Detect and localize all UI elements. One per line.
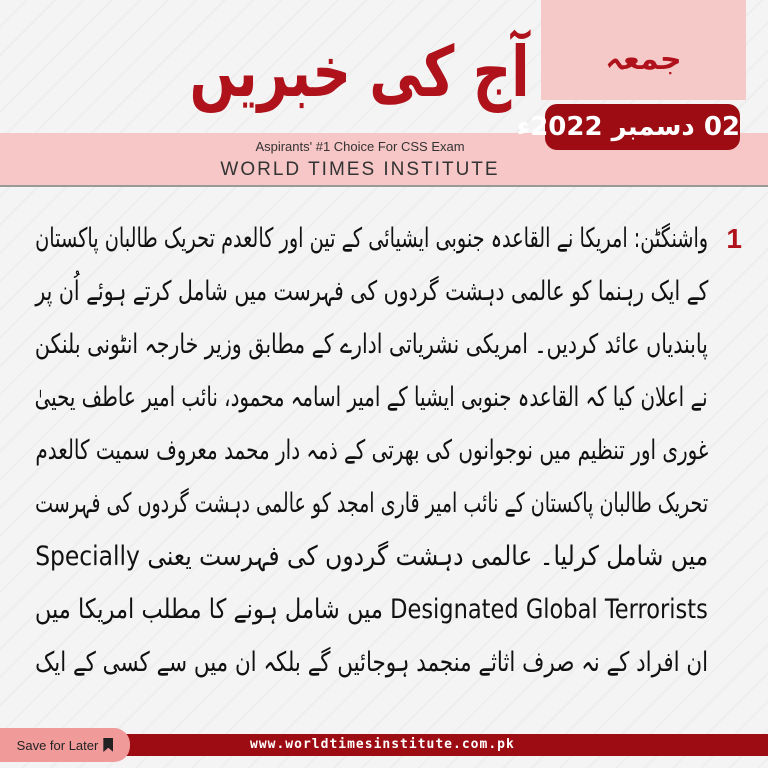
article-line-text: پابندیاں عائد کردیں۔ امریکی نشریاتی ادارے کے مطابق وزیر خارجہ انٹونی بلنکن	[35, 329, 708, 360]
article-line	[35, 636, 708, 689]
save-label: Save for Later	[16, 737, 99, 753]
article-line-text: نے اعلان کیا کہ القاعدہ جنوبی ایشیا کے امیر اسامہ محمود، نائب امیر عاطف یحییٰ	[35, 382, 708, 413]
article-line	[35, 530, 708, 583]
article-line-text: ان افراد کے نہ صرف اثاثے منجمد ہوجائیں گے بلکہ ان میں سے کسی کے ایک	[35, 647, 708, 678]
date-badge: 02 دسمبر 2022ء	[545, 104, 740, 150]
article-number: 1	[726, 223, 742, 254]
article-line-text: غوری اور تنظیم میں نوجوانوں کی بھرتی کے ذمہ دار محمد معروف سمیت کالعدم	[35, 435, 708, 466]
article-line	[35, 477, 708, 530]
day-label: جمعہ	[605, 42, 682, 77]
article-line	[35, 583, 708, 636]
save-for-later-button[interactable]	[0, 728, 130, 762]
page-title: آج کی خبریں	[190, 31, 530, 113]
article-line	[35, 424, 708, 477]
article-line	[35, 318, 708, 371]
article-line-text: Designated Global Terrorists میں شامل ہونے کا مطلب امریکا میں	[35, 594, 708, 625]
article-line	[35, 265, 708, 318]
bookmark-icon	[103, 738, 113, 752]
article-line	[35, 212, 708, 265]
article-line	[35, 371, 708, 424]
page-title-box	[190, 25, 530, 120]
brand-name: WORLD TIMES INSTITUTE	[220, 159, 500, 180]
article-line-text: کے ایک رہنما کو عالمی دہشت گردوں کی فہرست میں شامل کرتے ہوئے اُن پر	[35, 276, 708, 307]
article-line-text: واشنگٹن: امریکا نے القاعدہ جنوبی ایشیائی کے تین اور کالعدم تحریک طالبان پاکستان	[35, 223, 708, 254]
tagline: Aspirants' #1 Choice For CSS Exam	[255, 139, 465, 154]
article-line-text: میں شامل کرلیا۔ عالمی دہشت گردوں کی فہرست یعنی Specially	[35, 541, 708, 572]
article-body	[35, 212, 708, 689]
website-link[interactable]: www.worldtimesinstitute.com.pk	[250, 737, 515, 752]
article-line-text: تحریک طالبان پاکستان کے نائب امیر قاری امجد کو عالمی دہشت گردوں کی فہرست	[35, 488, 708, 519]
